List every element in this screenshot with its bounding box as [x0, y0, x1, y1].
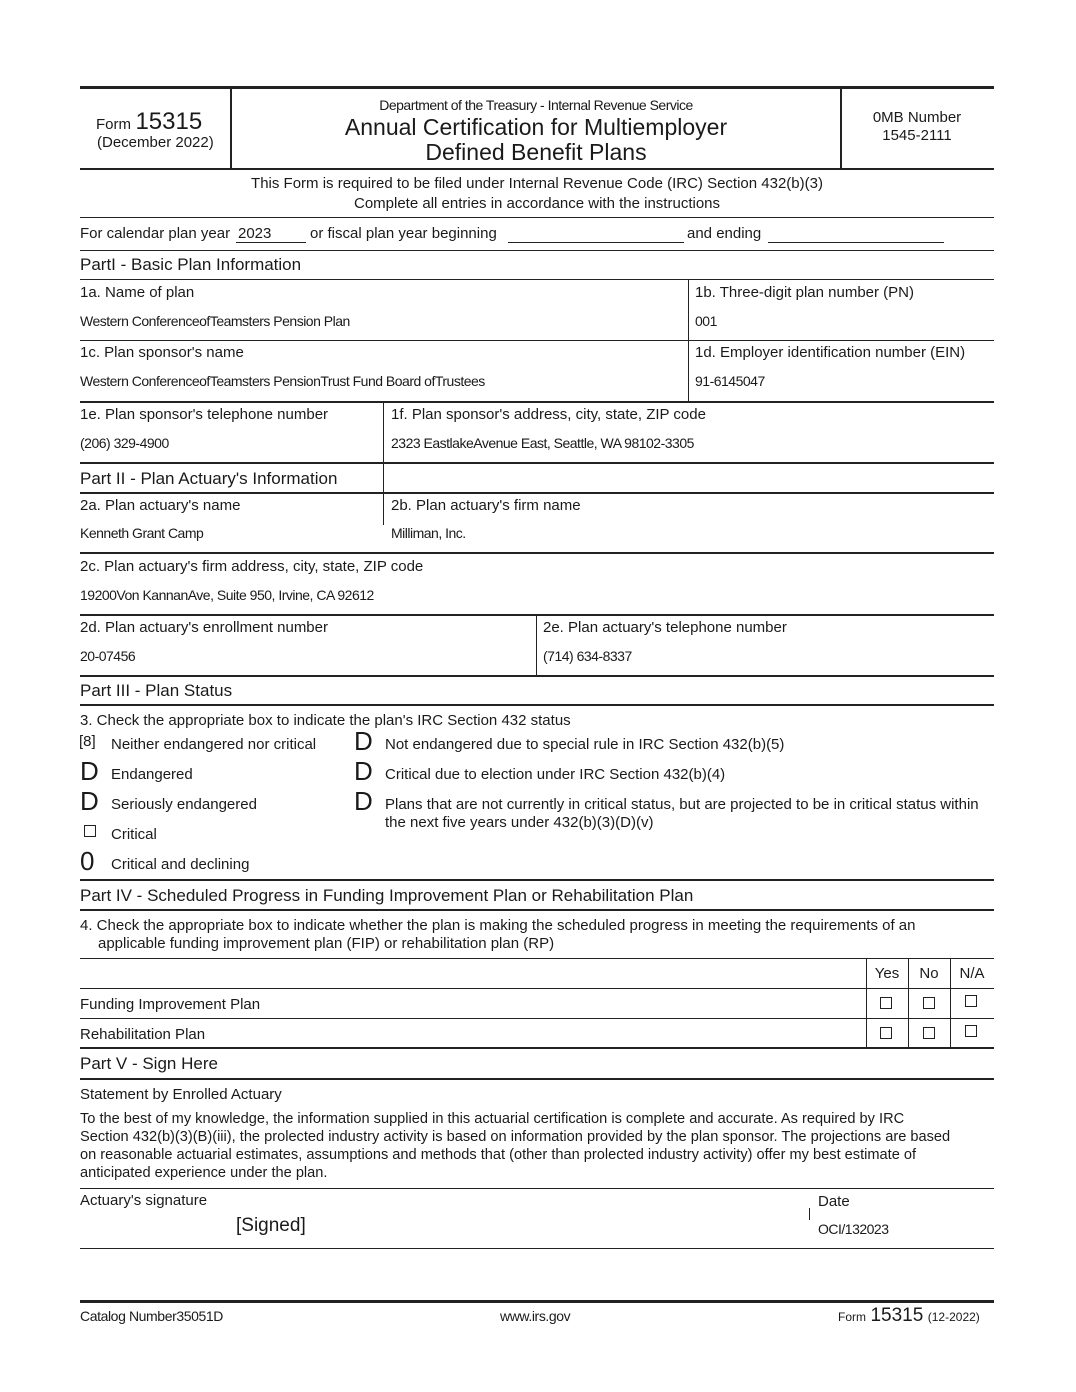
field-2b-value[interactable]: Milliman, Inc.: [391, 525, 466, 541]
intro-line1: This Form is required to be filed under Internal Revenue Code (IRC) Section 432(b)(3): [251, 175, 823, 192]
field-2e-value[interactable]: (714) 634-8337: [543, 648, 632, 664]
footer-form-number: 15315: [870, 1305, 924, 1326]
option-projected-critical-label2: the next five years under 432(b)(3)(D)(v): [385, 814, 654, 831]
part4-instruction1: 4. Check the appropriate box to indicate whether the plan is making the scheduled progress in meeting the requirements of an: [80, 917, 916, 934]
field-2c-label: 2c. Plan actuary's firm address, city, state, ZIP code: [80, 558, 424, 575]
option-projected-critical-label: Plans that are not currently in critical status, but are projected to be in critical status within: [385, 796, 979, 813]
website: www.irs.gov: [500, 1308, 571, 1324]
field-1b-value[interactable]: 001: [695, 313, 717, 329]
field-2c-value[interactable]: 19200Von KannanAve, Suite 950, Irvine, CA 92612: [80, 587, 374, 603]
statement-line2: Section 432(b)(3)(B)(iii), the prolected industry activity is based on information provided by the plan sponsor. The projections are based: [80, 1129, 951, 1145]
statement-line3: on reasonable actuarial estimates, assumptions and methods that (other than prolected industry activity) offer my best estimate of: [80, 1147, 917, 1163]
checkbox-rp-yes[interactable]: [880, 1027, 892, 1039]
option-critical-label: Critical: [111, 826, 157, 843]
part4-instruction2: applicable funding improvement plan (FIP) or rehabilitation plan (RP): [98, 935, 555, 952]
part3-instruction: 3. Check the appropriate box to indicate the plan's IRC Section 432 status: [80, 712, 571, 729]
row-rp-label: Rehabilitation Plan: [80, 1026, 206, 1043]
form-title-line2: Defined Benefit Plans: [425, 139, 647, 165]
part2-title: Part II - Plan Actuary's Information: [80, 469, 338, 488]
field-1c-label: 1c. Plan sponsor's name: [80, 344, 244, 361]
checkbox-projected-critical[interactable]: D: [354, 786, 373, 816]
intro-line2: Complete all entries in accordance with the instructions: [353, 195, 720, 212]
part4-title: Part IV - Scheduled Progress in Funding Improvement Plan or Rehabilitation Plan: [80, 886, 694, 905]
field-2b-label: 2b. Plan actuary's firm name: [391, 497, 581, 514]
option-endangered-label: Endangered: [111, 766, 193, 783]
field-1c-value[interactable]: Western ConferenceofTeamsters PensionTrust Fund Board ofTrustees: [80, 373, 485, 389]
field-2d-value[interactable]: 20-07456: [80, 648, 136, 664]
omb-label: 0MB Number: [872, 109, 962, 126]
checkbox-critical-declining[interactable]: 0: [80, 846, 95, 876]
field-1d-value[interactable]: 91-6145047: [695, 373, 765, 389]
field-1f-value[interactable]: 2323 EastlakeAvenue East, Seattle, WA 98102-3305: [391, 435, 694, 451]
field-2a-value[interactable]: Kenneth Grant Camp: [80, 525, 204, 541]
field-1a-label: 1a. Name of plan: [80, 284, 195, 301]
option-critical-declining-label: Critical and declining: [111, 856, 250, 873]
checkbox-rp-na[interactable]: [965, 1025, 977, 1037]
option-seriously-endangered-label: Seriously endangered: [111, 796, 257, 813]
department: Department of the Treasury - Internal Revenue Service: [379, 97, 693, 113]
checkbox-special-rule[interactable]: D: [354, 726, 373, 756]
option-critical-election-label: Critical due to election under IRC Section 432(b)(4): [385, 766, 726, 783]
field-2e-label: 2e. Plan actuary's telephone number: [543, 619, 787, 636]
fiscal-year-label: or fiscal plan year beginning: [310, 225, 497, 242]
form-date: (December 2022): [97, 134, 214, 151]
checkbox-rp-no[interactable]: [923, 1027, 935, 1039]
option-special-rule-label: Not endangered due to special rule in IRC Section 432(b)(5): [385, 736, 785, 753]
catalog-number: Catalog Number35051D: [80, 1308, 223, 1324]
form-label: [96, 108, 202, 136]
form-word: Form: [96, 116, 131, 133]
field-2d-label: 2d. Plan actuary's enrollment number: [80, 619, 328, 636]
omb-number: 1545-2111: [882, 127, 952, 144]
field-1b-label: 1b. Three-digit plan number (PN): [695, 284, 914, 301]
col-yes: Yes: [874, 965, 900, 982]
col-na: N/A: [959, 965, 985, 982]
part5-title: Part V - Sign Here: [80, 1054, 218, 1073]
checkbox-critical-election[interactable]: D: [354, 756, 373, 786]
checkbox-fip-na[interactable]: [965, 995, 977, 1007]
checkbox-critical[interactable]: [84, 825, 96, 837]
checkbox-endangered[interactable]: D: [80, 756, 99, 786]
option-neither-label: Neither endangered nor critical: [111, 736, 317, 753]
checkbox-fip-no[interactable]: [923, 997, 935, 1009]
footer-form-label: [838, 1305, 980, 1327]
date-label: Date: [818, 1193, 850, 1210]
statement-line4: anticipated experience under the plan.: [80, 1165, 328, 1181]
field-1f-label: 1f. Plan sponsor's address, city, state, ZIP code: [391, 406, 706, 423]
date-value[interactable]: OCI/132023: [818, 1221, 889, 1237]
ending-label: and ending: [687, 225, 762, 242]
signature-value[interactable]: [Signed]: [236, 1215, 306, 1236]
field-1e-value[interactable]: (206) 329-4900: [80, 435, 169, 451]
form-title-line1: Annual Certification for Multiemployer: [344, 114, 728, 140]
part3-title: Part III - Plan Status: [80, 681, 233, 700]
part1-title: PartI - Basic Plan Information: [80, 255, 302, 274]
calendar-year-label: For calendar plan year: [80, 225, 231, 242]
footer-form-word: Form: [838, 1310, 866, 1324]
signature-label: Actuary's signature: [80, 1192, 208, 1209]
field-1a-value[interactable]: Western ConferenceofTeamsters Pension Plan: [80, 313, 350, 329]
col-no: No: [919, 965, 939, 982]
row-fip-label: Funding Improvement Plan: [80, 996, 261, 1013]
checkbox-seriously-endangered[interactable]: D: [80, 786, 99, 816]
field-1d-label: 1d. Employer identification number (EIN): [695, 344, 966, 361]
statement-line1: To the best of my knowledge, the information supplied in this actuarial certification is complete and accurate. As required by IRC: [80, 1111, 905, 1127]
checkbox-fip-yes[interactable]: [880, 997, 892, 1009]
field-1e-label: 1e. Plan sponsor's telephone number: [80, 406, 329, 423]
footer-form-rev: (12-2022): [927, 1310, 980, 1324]
calendar-year-value[interactable]: 2023: [238, 225, 272, 242]
statement-title: Statement by Enrolled Actuary: [80, 1086, 282, 1103]
field-2a-label: 2a. Plan actuary's name: [80, 497, 241, 514]
checkbox-neither[interactable]: [8]: [79, 733, 96, 750]
form-number: 15315: [135, 108, 203, 135]
